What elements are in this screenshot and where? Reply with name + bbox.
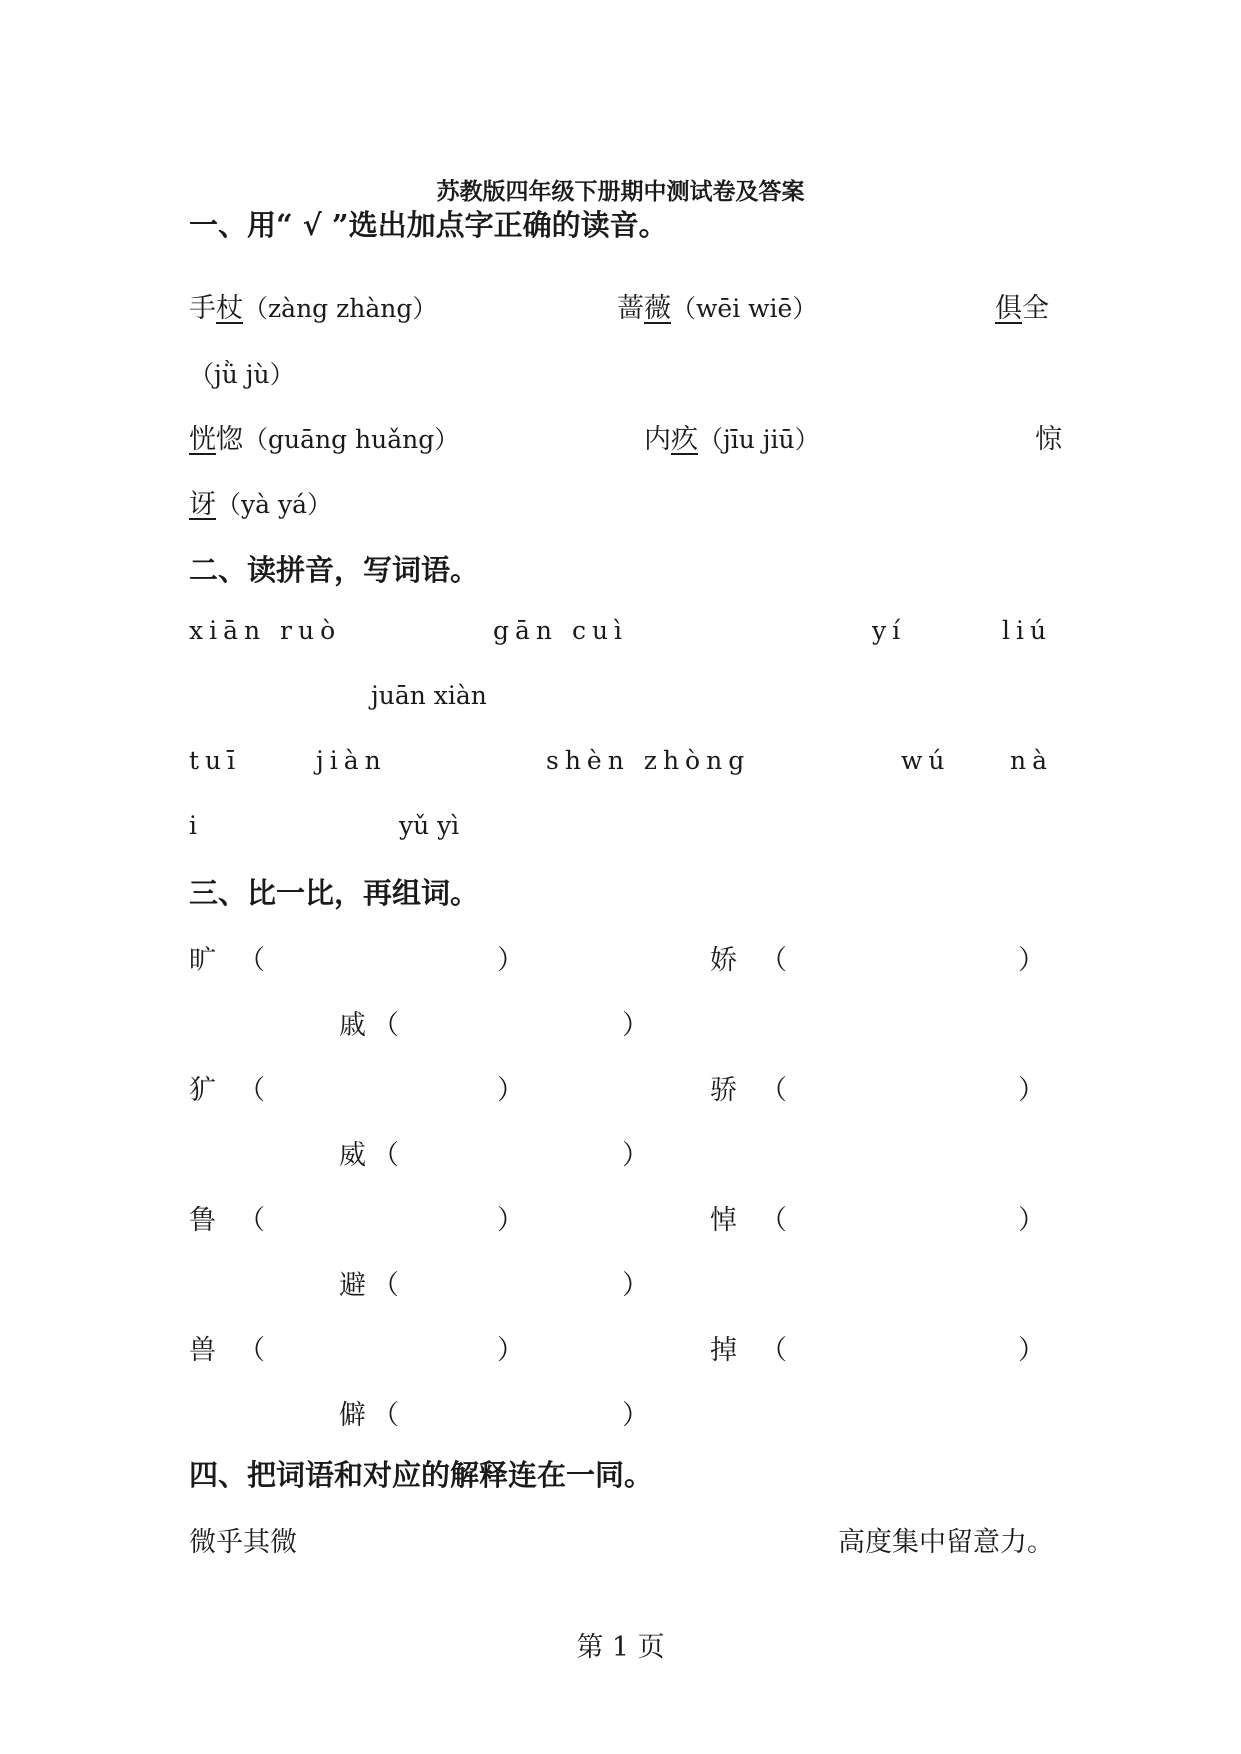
q2-word-3a: yí	[872, 616, 907, 645]
q3-blank-9-close: ）	[622, 1270, 649, 1301]
q2-word-8: yǔ yì	[399, 811, 460, 840]
q1-item-5-prefix: 内	[644, 424, 671, 455]
q3-char-1: 旷	[189, 945, 216, 976]
q3-char-11: 掉	[710, 1335, 737, 1366]
q2-word-7a: wú	[901, 746, 951, 775]
q3-char-7: 鲁	[189, 1205, 216, 1236]
q3-blank-5-open: （	[760, 1075, 787, 1106]
q2-word-4: juān xiàn	[371, 681, 487, 710]
q3-blank-3-open: （	[372, 1010, 399, 1041]
q4-left-term-1: 微乎其微	[189, 1527, 297, 1558]
section-2-heading: 二、读拼音，写词语。	[189, 553, 480, 587]
q2-word-2: gān cuì	[493, 616, 629, 645]
q3-blank-11-close: ）	[1018, 1335, 1045, 1366]
q3-blank-12-close: ）	[622, 1400, 649, 1431]
q3-blank-8-close: ）	[1018, 1205, 1045, 1236]
q3-char-3: 戚	[339, 1010, 366, 1041]
q3-blank-6-open: （	[372, 1140, 399, 1171]
q2-word-5a: tuī	[189, 746, 242, 775]
q3-blank-11-open: （	[760, 1335, 787, 1366]
q3-char-10: 兽	[189, 1335, 216, 1366]
q1-item-5-pinyin: （jīu jiū）	[698, 425, 820, 454]
q2-word-5b: jiàn	[316, 746, 387, 775]
q3-char-4: 犷	[189, 1075, 216, 1106]
q1-item-6-pinyin: （yà yá）	[216, 490, 333, 519]
q1-item-2-target-char: 薇	[644, 293, 671, 324]
q3-blank-2-close: ）	[1018, 945, 1045, 976]
q4-right-definition-1: 高度集中留意力。	[838, 1527, 1054, 1558]
q3-blank-3-close: ）	[622, 1010, 649, 1041]
q3-char-8: 悼	[710, 1205, 737, 1236]
q1-item-2-pinyin: （wēi wiē）	[671, 294, 818, 323]
page-number: 第 1 页	[576, 1632, 665, 1663]
q3-blank-4-open: （	[238, 1075, 265, 1106]
section-4-heading: 四、把词语和对应的解释连在一同。	[189, 1458, 654, 1492]
q1-item-5	[644, 417, 820, 456]
q2-word-7b: nà	[1010, 746, 1054, 775]
q3-blank-5-close: ）	[1018, 1075, 1045, 1106]
q3-blank-6-close: ）	[622, 1140, 649, 1171]
q1-item-1-prefix: 手	[189, 293, 216, 324]
q3-blank-9-open: （	[372, 1270, 399, 1301]
q1-item-3-pinyin: （jǜ jù）	[189, 360, 295, 389]
q3-blank-4-close: ）	[497, 1075, 524, 1106]
q3-blank-12-open: （	[372, 1400, 399, 1431]
q1-item-4	[189, 417, 459, 456]
q2-word-3b: liú	[1002, 616, 1053, 645]
q3-char-6: 威	[339, 1140, 366, 1171]
q3-blank-10-open: （	[238, 1335, 265, 1366]
q1-item-4-suffix: 惚	[216, 424, 243, 455]
q3-char-12: 僻	[339, 1400, 366, 1431]
q1-item-6-target-char: 讶	[189, 489, 216, 520]
q1-item-3	[995, 286, 1049, 325]
document-title: 苏教版四年级下册期中测试卷及答案	[436, 178, 805, 205]
q1-item-1-pinyin: （zàng zhàng）	[243, 294, 438, 323]
q3-blank-7-close: ）	[497, 1205, 524, 1236]
q1-item-4-target-char: 恍	[189, 424, 216, 455]
q2-word-7c: i	[189, 811, 197, 840]
q3-blank-1-close: ）	[497, 945, 524, 976]
section-3-heading: 三、比一比，再组词。	[189, 876, 480, 910]
q1-item-2-prefix: 蔷	[617, 293, 644, 324]
q2-word-6: shèn zhòng	[546, 746, 751, 775]
q1-item-3-target-char: 俱	[995, 293, 1022, 324]
q3-char-5: 骄	[710, 1075, 737, 1106]
q3-blank-1-open: （	[238, 945, 265, 976]
q1-item-1-target-char: 杖	[216, 293, 243, 324]
q1-item-4-pinyin: （guāng huǎng）	[243, 425, 460, 454]
q1-item-3-suffix: 全	[1022, 293, 1049, 324]
q1-item-6-prefix: 惊	[1035, 424, 1062, 455]
section-1-heading: 一、用“ √ ”选出加点字正确的读音。	[189, 208, 668, 242]
q1-item-5-target-char: 疚	[671, 424, 698, 455]
q1-item-2	[617, 286, 817, 325]
q3-blank-8-open: （	[760, 1205, 787, 1236]
q3-char-2: 娇	[710, 945, 737, 976]
q1-item-1	[189, 286, 437, 325]
q1-item-6	[189, 482, 332, 521]
q2-word-1: xiān ruò	[189, 616, 342, 645]
q3-blank-2-open: （	[760, 945, 787, 976]
q3-blank-7-open: （	[238, 1205, 265, 1236]
q3-blank-10-close: ）	[497, 1335, 524, 1366]
q3-char-9: 避	[339, 1270, 366, 1301]
